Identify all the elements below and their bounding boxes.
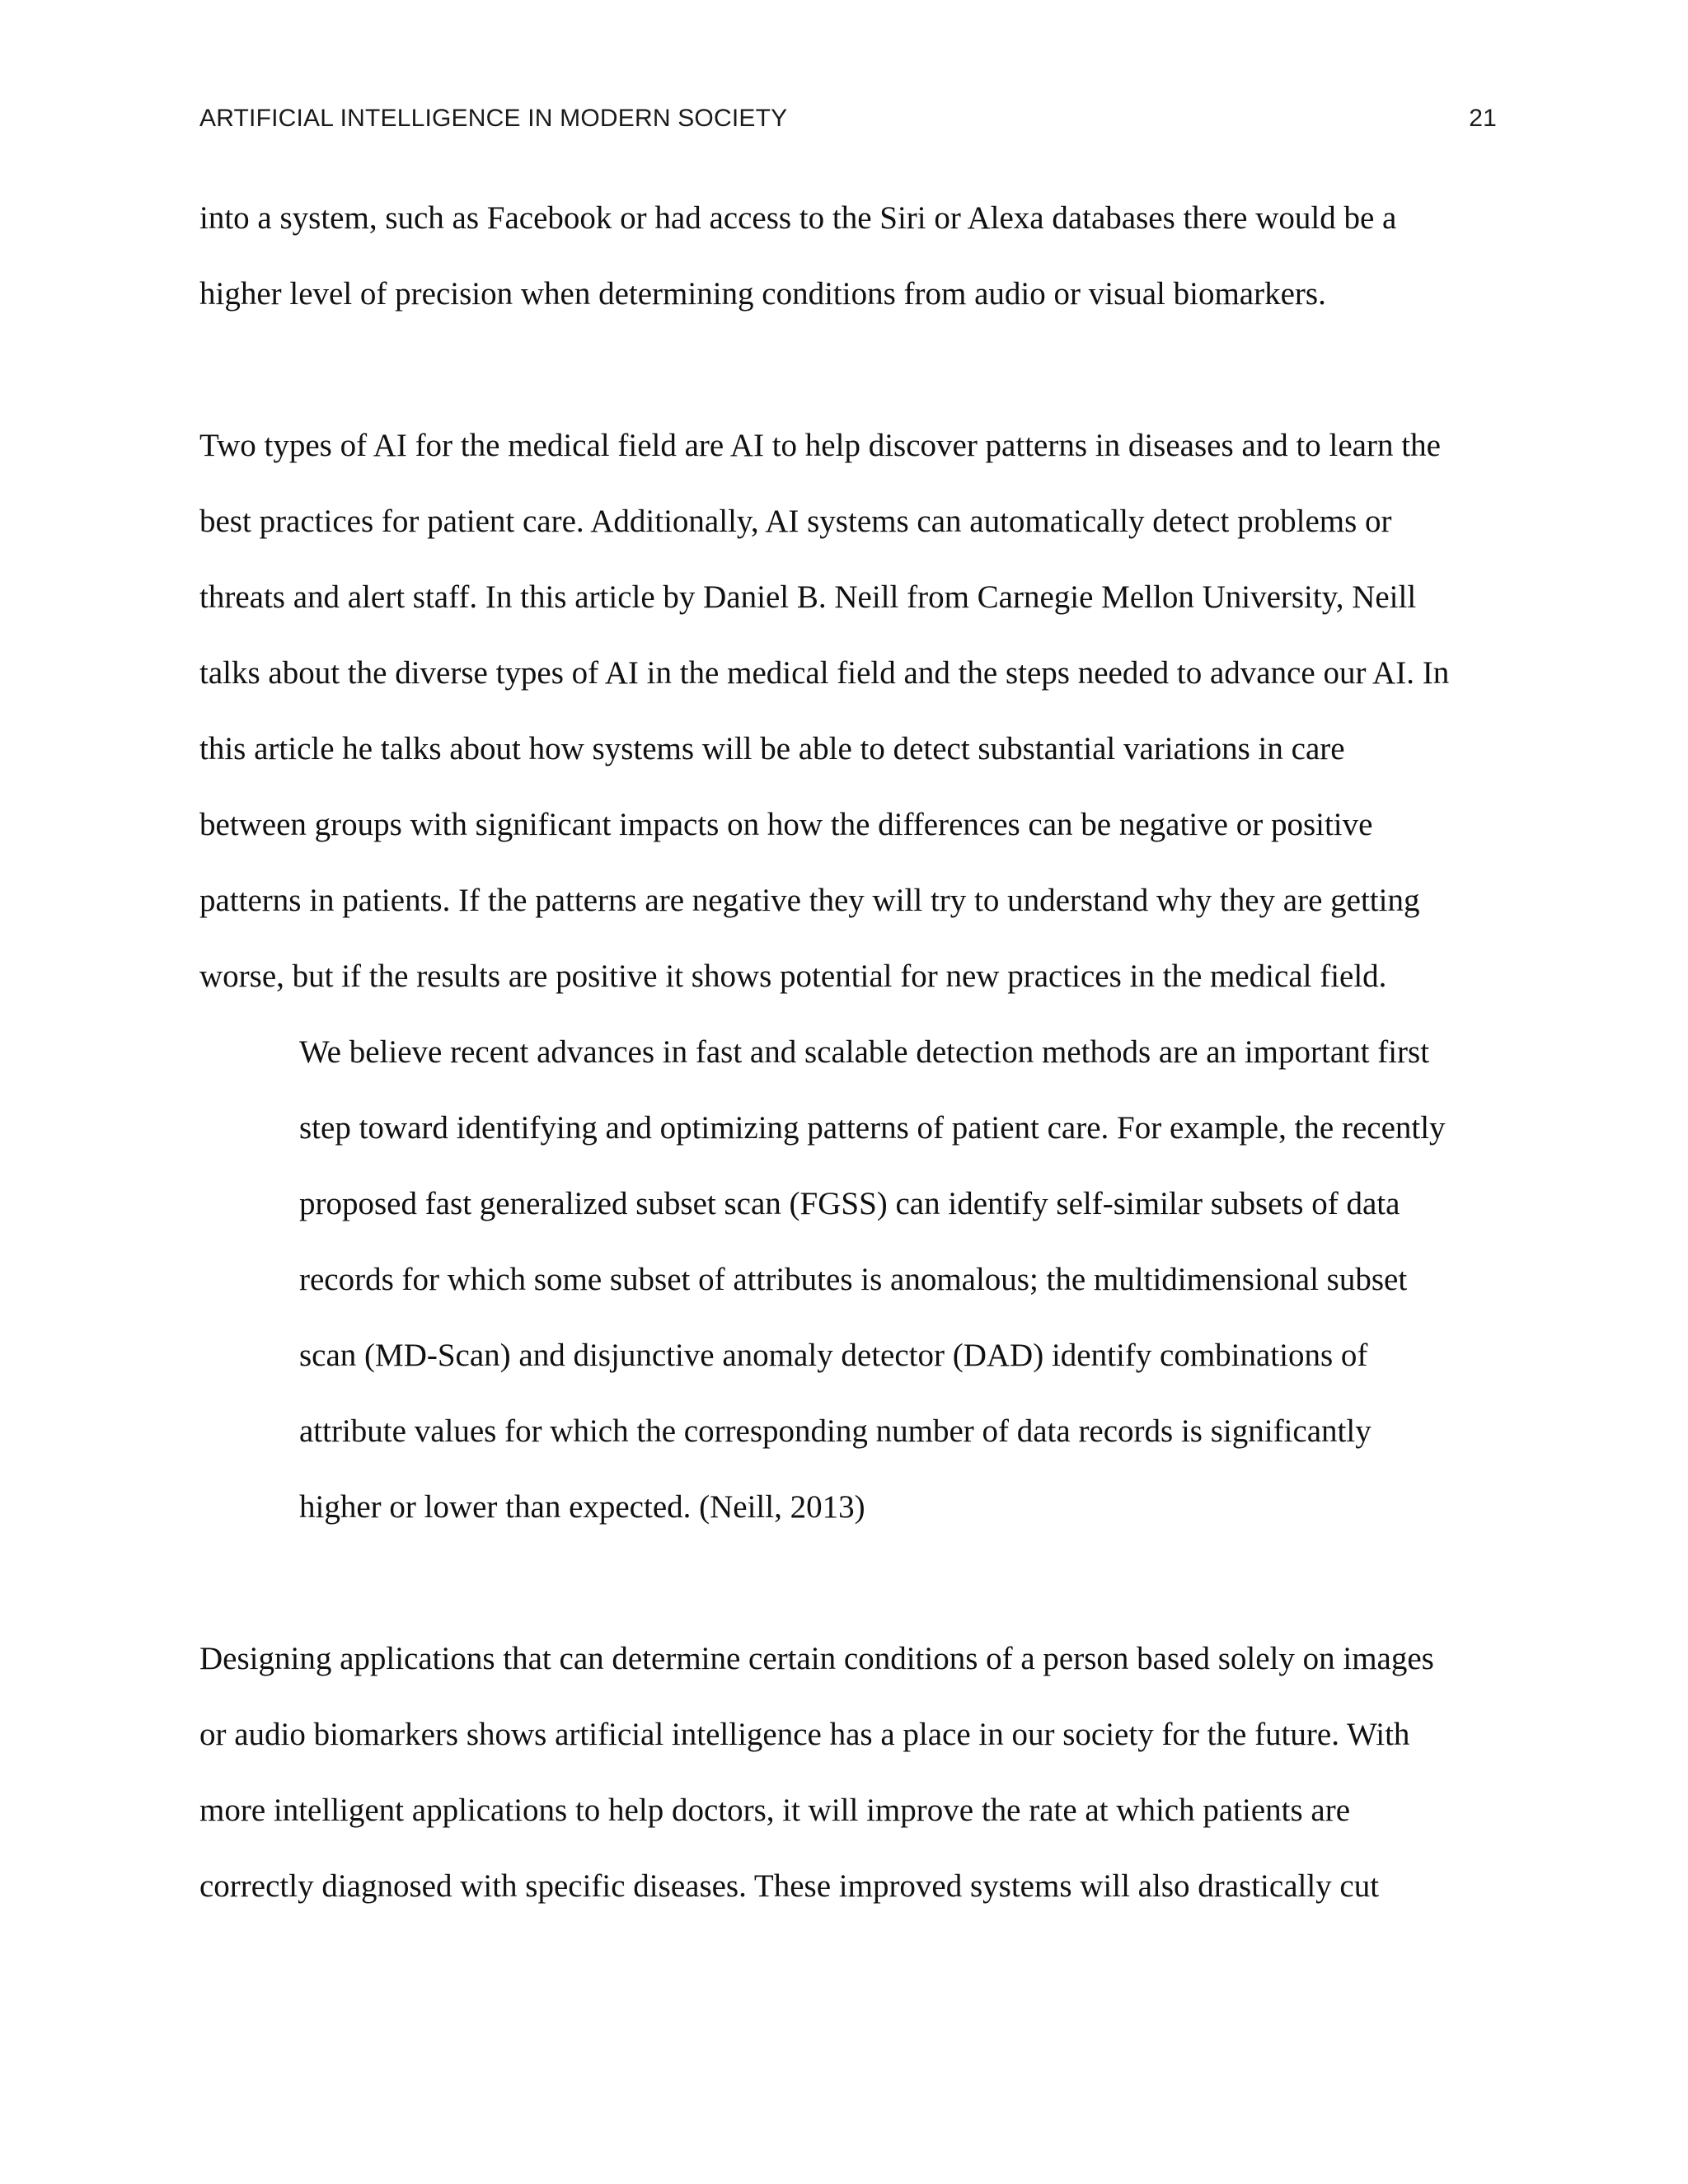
text-line: between groups with significant impacts on how the differences can be negative or positive [199,807,1373,842]
page-number: 21 [1469,105,1497,132]
text-line: into a system, such as Facebook or had access to the Siri or Alexa databases there would be a [199,200,1397,236]
text-line: more intelligent applications to help doctors, it will improve the rate at which patients are [199,1793,1351,1828]
running-header [199,102,1497,135]
text-line: higher level of precision when determining conditions from audio or visual biomarkers. [199,276,1326,312]
text-line: best practices for patient care. Additionally, AI systems can automatically detect problems or [199,504,1392,539]
quote-line: records for which some subset of attributes is anomalous; the multidimensional subset [299,1262,1408,1297]
quote-line: scan (MD-Scan) and disjunctive anomaly detector (DAD) identify combinations of [299,1338,1368,1373]
quote-line: proposed fast generalized subset scan (FGSS) can identify self-similar subsets of data [299,1186,1400,1221]
text-line: correctly diagnosed with specific diseases. These improved systems will also drastically cut [199,1868,1380,1904]
text-line: patterns in patients. If the patterns are negative they will try to understand why they are getting [199,883,1420,918]
text-line: this article he talks about how systems will be able to detect substantial variations in care [199,731,1345,766]
text-line: talks about the diverse types of AI in the medical field and the steps needed to advance our AI. In [199,655,1450,691]
text-line: worse, but if the results are positive it shows potential for new practices in the medical field. [199,958,1387,994]
quote-line: higher or lower than expected. (Neill, 2013) [299,1489,865,1525]
running-head-title: ARTIFICIAL INTELLIGENCE IN MODERN SOCIETY [199,105,788,132]
text-line: Two types of AI for the medical field are AI to help discover patterns in diseases and to learn the [199,428,1441,463]
text-line: threats and alert staff. In this article by Daniel B. Neill from Carnegie Mellon University, Neill [199,579,1417,615]
quote-line: attribute values for which the corresponding number of data records is significantly [299,1413,1372,1449]
text-line: Designing applications that can determine certain conditions of a person based solely on images [199,1641,1434,1676]
quote-line: step toward identifying and optimizing patterns of patient care. For example, the recently [299,1110,1446,1146]
quote-line: We believe recent advances in fast and scalable detection methods are an important first [299,1034,1430,1070]
text-line: or audio biomarkers shows artificial intelligence has a place in our society for the future. With [199,1717,1410,1752]
